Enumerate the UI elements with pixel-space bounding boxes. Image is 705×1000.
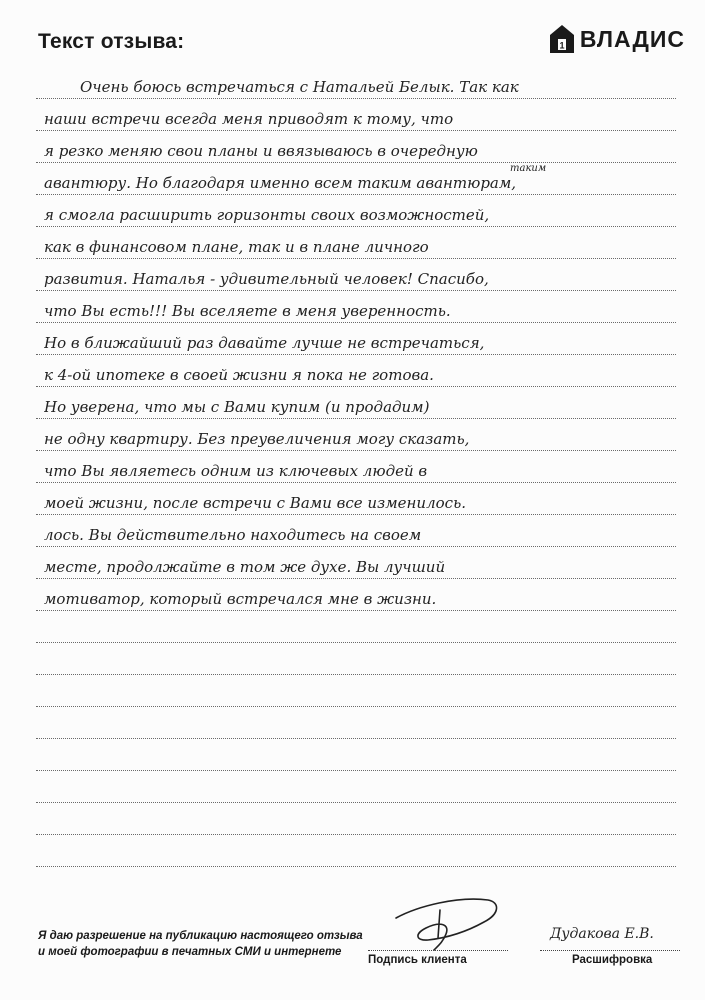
handwritten-line: авантюру. Но благодаря именно всем таким авантюрам, <box>44 174 517 192</box>
ruled-line <box>36 706 676 707</box>
ruled-line <box>36 322 676 323</box>
handwritten-line: как в финансовом плане, так и в плане личного <box>44 238 429 256</box>
ruled-line <box>36 674 676 675</box>
handwritten-line: моей жизни, после встречи с Вами все изменилось. <box>44 494 467 512</box>
ruled-line <box>36 418 676 419</box>
ruled-line <box>36 738 676 739</box>
page-title: Текст отзыва: <box>38 30 185 53</box>
handwritten-signature <box>388 888 508 952</box>
handwritten-line: Очень боюсь встречаться с Натальей Белык. Так как <box>80 78 519 96</box>
decoding-handwritten: Дудакова Е.В. <box>550 926 654 942</box>
signature-line <box>368 950 508 951</box>
handwritten-line: я резко меняю свои планы и ввязываюсь в очередную <box>44 142 478 160</box>
brand-logo <box>549 24 685 54</box>
ruled-line <box>36 866 676 867</box>
ruled-line <box>36 578 676 579</box>
handwritten-line: Но уверена, что мы с Вами купим (и продадим) <box>44 398 430 416</box>
handwritten-line: что Вы являетесь одним из ключевых людей в <box>44 462 428 480</box>
ruled-line <box>36 354 676 355</box>
house-logo-icon <box>549 24 575 54</box>
ruled-line <box>36 834 676 835</box>
publication-consent <box>38 928 363 960</box>
ruled-line <box>36 258 676 259</box>
signature-caption: Подпись клиента <box>368 954 467 966</box>
handwritten-line: наши встречи всегда меня приводят к тому, что <box>44 110 454 128</box>
ruled-line <box>36 226 676 227</box>
handwritten-line: Но в ближайший раз давайте лучше не встречаться, <box>44 334 485 352</box>
ruled-line <box>36 130 676 131</box>
consent-line: и моей фотографии в печатных СМИ и интернете <box>38 946 342 958</box>
handwritten-line: не одну квартиру. Без преувеличения могу сказать, <box>44 430 470 448</box>
handwritten-line: я смогла расширить горизонты своих возможностей, <box>44 206 490 224</box>
ruled-line <box>36 290 676 291</box>
decoding-caption: Расшифровка <box>572 954 653 966</box>
consent-line: Я даю разрешение на публикацию настоящего отзыва <box>38 930 363 942</box>
handwritten-line: к 4-ой ипотеке в своей жизни я пока не готова. <box>44 366 434 384</box>
handwritten-line: месте, продолжайте в том же духе. Вы лучший <box>44 558 446 576</box>
ruled-line <box>36 162 676 163</box>
brand-name: ВЛАДИС <box>579 25 685 52</box>
ruled-line <box>36 450 676 451</box>
ruled-line <box>36 514 676 515</box>
ruled-line <box>36 610 676 611</box>
ruled-line <box>36 770 676 771</box>
ruled-line <box>36 642 676 643</box>
handwritten-line: мотиватор, который встречался мне в жизни. <box>44 590 437 608</box>
ruled-line <box>36 482 676 483</box>
ruled-line <box>36 98 676 99</box>
handwritten-insertion: таким <box>510 163 547 174</box>
ruled-line <box>36 194 676 195</box>
decoding-line <box>540 950 680 951</box>
ruled-line <box>36 386 676 387</box>
handwritten-line: что Вы есть!!! Вы вселяете в меня уверенность. <box>44 302 451 320</box>
ruled-line <box>36 546 676 547</box>
handwritten-line: развития. Наталья - удивительный человек! Спасибо, <box>44 270 489 288</box>
ruled-line <box>36 802 676 803</box>
handwritten-line: лось. Вы действительно находитесь на своем <box>44 526 422 544</box>
svg-text:1: 1 <box>559 40 565 51</box>
